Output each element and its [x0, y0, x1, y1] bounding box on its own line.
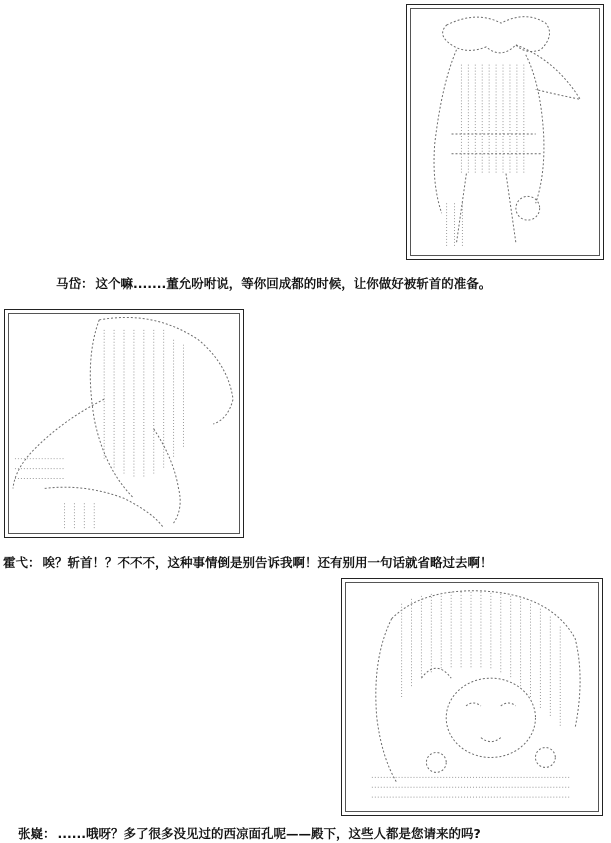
dialogue-text: ......哦呀？多了很多没见过的西凉面孔呢——殿下，这些人都是您请来的吗? — [57, 826, 481, 841]
ascii-art-leaning-figure — [5, 310, 243, 537]
speaker-name: 张嶷： — [18, 826, 56, 841]
ascii-art-smiling-face — [342, 579, 602, 815]
dialogue-text: 唉？斩首！？不不不，这种事情倒是别告诉我啊！还有别用一句话就省略过去啊！ — [42, 555, 493, 570]
dialogue-text: 这个嘛.......董允吩咐说，等你回成都的时候，让你做好被斩首的准备。 — [95, 276, 492, 291]
speaker-name: 霍弋： — [3, 555, 41, 570]
ascii-art-panel-2 — [4, 309, 244, 538]
ascii-art-panel-1 — [406, 4, 604, 260]
dialogue-caption-1 — [56, 274, 491, 292]
ascii-art-panel-3 — [341, 578, 603, 816]
dialogue-caption-3 — [18, 824, 481, 842]
speaker-name: 马岱： — [56, 276, 94, 291]
dialogue-caption-2 — [3, 553, 493, 571]
ascii-art-girl-with-bow — [407, 5, 603, 259]
